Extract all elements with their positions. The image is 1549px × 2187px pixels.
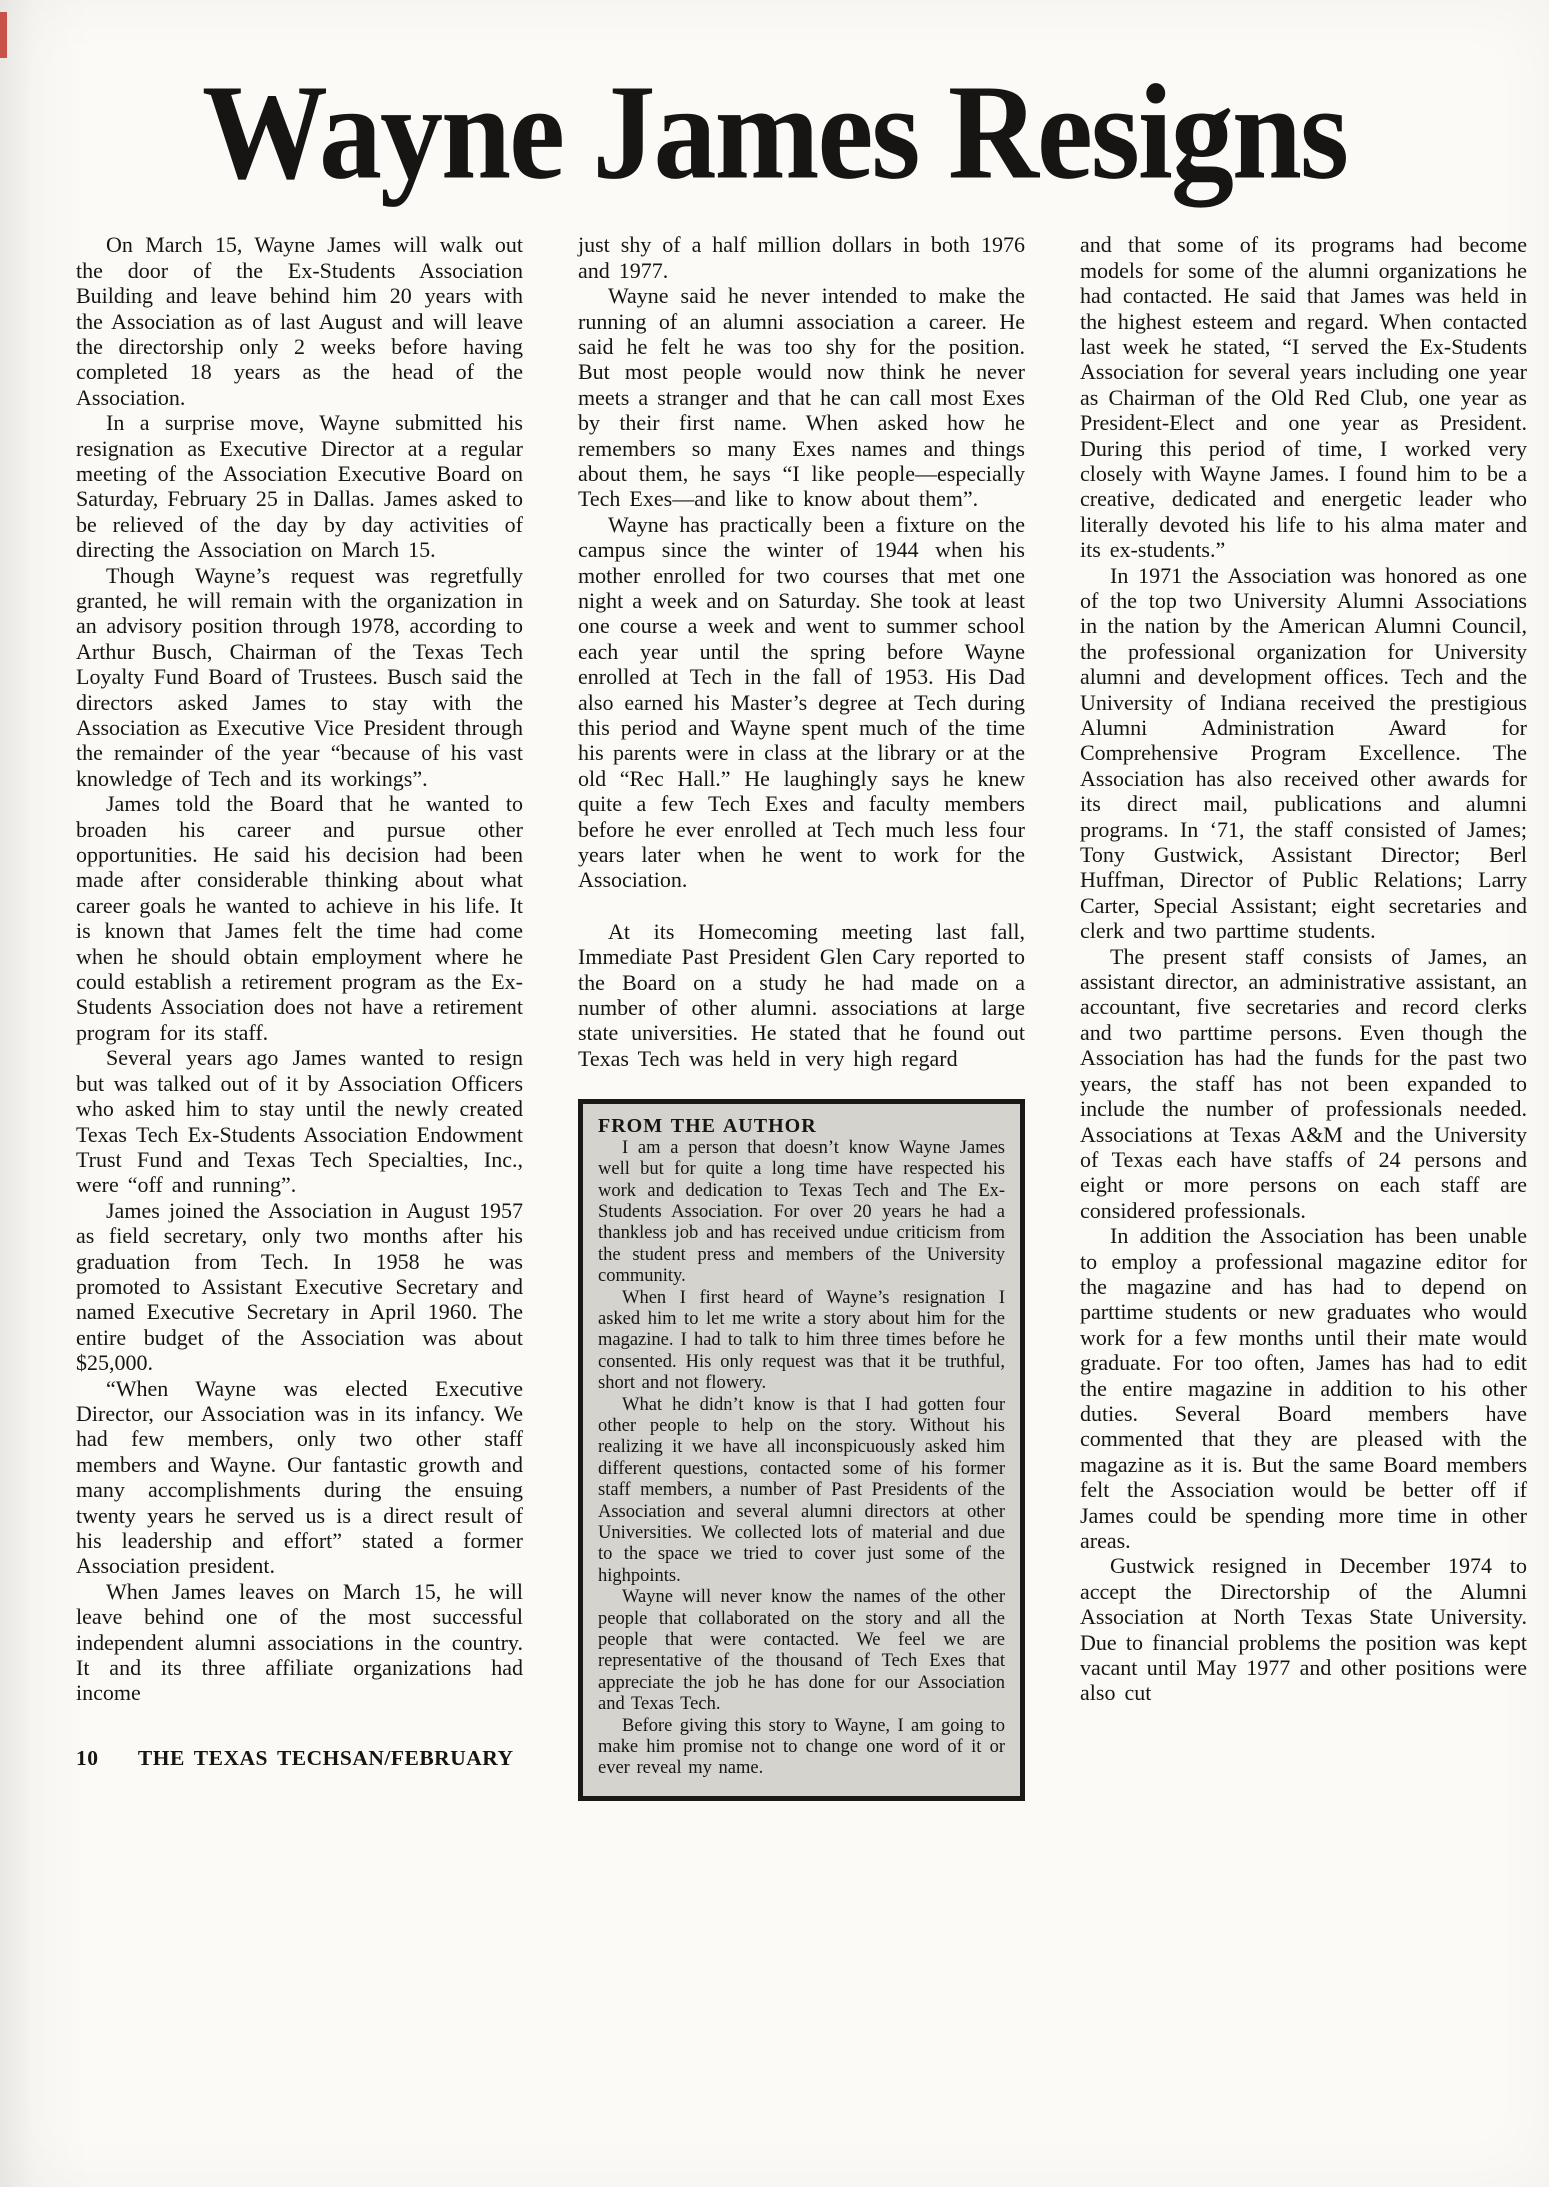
article-title: Wayne James Resigns [201,57,1348,208]
article-paragraph: In addition the Association has been unable to employ a professional magazine editor for the magazine and has had to depend on parttime students or new graduates who would work for a few months until their mate would graduate. For too often, James has had to edit the entire magazine in addition to his other duties. Several Board members have commented that they are pleased with the magazine as it is. But the same Board members felt the Association would be better off if James could be spending more time in other areas. [1080,1223,1527,1554]
from-the-author-box [578,1099,1025,1801]
article-paragraph: When James leaves on March 15, he will leave behind one of the most successful independent alumni associations in the country. It and its three affiliate organizations had income [76,1578,523,1706]
red-edge-mark [0,12,7,58]
article-paragraph: James joined the Association in August 1957 as field secretary, only two months after his graduation from Tech. In 1958 he was promoted to Assistant Executive Secretary and named Executive Secretary in April 1960. The entire budget of the Association was about $25,000. [76,1197,523,1376]
author-box-paragraph: Before giving this story to Wayne, I am going to make him promise not to change one word of it or ever reveal my name. [598,1715,1005,1779]
article-paragraph: just shy of a half million dollars in both 1976 and 1977. [578,232,1025,283]
article-paragraph: In 1971 the Association was honored as one of the top two University Alumni Associations in the nation by the American Alumni Council, the professional organization for University alumni and development offices. Tech and the University of Indiana received the prestigious Alumni Administration Award for Comprehensive Program Excellence. The Association has also received other awards for its direct mail, publications and alumni programs. In ‘71, the staff consisted of James; Tony Gustwick, Assistant Director; Berl Huffman, Director of Public Relations; Larry Carter, Special Assistant; eight secretaries and clerk and two parttime students. [1080,562,1527,944]
article-paragraph: Several years ago James wanted to resign but was talked out of it by Association Officers who asked him to stay until the newly created Texas Tech Ex-Students Association Endowment Trust Fund and Texas Tech Specialties, Inc., were “off and running”. [76,1045,523,1198]
article-paragraph: Gustwick resigned in December 1974 to accept the Directorship of the Alumni Association at North Texas State University. Due to financial problems the position was kept vacant until May 1977 and other positions were also cut [1080,1553,1527,1706]
article-paragraph: The present staff consists of James, an assistant director, an administrative assistant, an accountant, five secretaries and record clerks and two parttime persons. Even though the Association has had the funds for the past two years, the staff has not been expanded to include the number of professionals needed. Associations at Texas A&M and the University of Texas each have staffs of 24 persons and eight or more persons on each staff are considered professionals. [1080,943,1527,1223]
page-footer [76,1746,523,1771]
article-paragraph: On March 15, Wayne James will walk out the door of the Ex-Students Association Building and leave behind him 20 years with the Association as of last August and will leave the directorship only 2 weeks before having completed 18 years as the head of the Association. [76,232,523,410]
page-number: 10 [76,1745,99,1770]
author-box-paragraph: When I first heard of Wayne’s resignation I asked him to let me write a story about him for the magazine. I had to talk to him three times before he consented. His only request was that it be truthful, short and not flowery. [598,1287,1005,1394]
article-columns [0,232,1549,1801]
author-box-title: FROM THE AUTHOR [598,1115,817,1138]
article-paragraph: Wayne has practically been a fixture on the campus since the winter of 1944 when his mother enrolled for two courses that met one night a week and on Saturday. She took at least one course a week and went to summer school each year until the spring before Wayne enrolled at Tech in the fall of 1953. His Dad also earned his Master’s degree at Tech during this period and Wayne spent much of the time his parents were in class at the library or at the old “Rec Hall.” He laughingly says he knew quite a few Tech Exes and faculty members before he ever enrolled at Tech much less four years later when he went to work for the Association. [578,511,1025,893]
article-paragraph: Wayne said he never intended to make the running of an alumni association a career. He said he felt he was too shy for the position. But most people would now think he never meets a stranger and that he can call most Exes by their first name. When asked how he remembers so many Exes names and things about them, he says “I like people—especially Tech Exes—and like to know about them”. [578,283,1025,512]
article-paragraph: “When Wayne was elected Executive Director, our Association was in its infancy. We had few members, only two other staff members and Wayne. Our fantastic growth and many accomplishments during the ensuing twenty years he served us is a direct result of his leadership and effort” stated a former Association president. [76,1375,523,1579]
column-1 [76,232,523,1801]
author-box-paragraph: What he didn’t know is that I had gotten four other people to help on the story. Without his realizing it we have all inconspicuously asked him different questions, contacted some of his former staff members, a number of Past Presidents of the Association and several alumni directors at other Universities. We collected lots of material and due to the space we tried to cover just some of the highpoints. [598,1394,1005,1586]
publication-name: THE TEXAS TECHSAN/FEBRUARY [137,1745,514,1770]
author-box-paragraph: I am a person that doesn’t know Wayne James well but for quite a long time have respected his work and dedication to Texas Tech and The Ex-Students Association. For over 20 years he had a thankless job and has received undue criticism from the student press and members of the University community. [598,1137,1005,1287]
column-3 [1080,232,1527,1801]
article-paragraph: At its Homecoming meeting last fall, Immediate Past President Glen Cary reported to the Board on a study he had made on a number of other alumni. associations at large state universities. He stated that he found out Texas Tech was held in very high regard [578,918,1025,1071]
article-paragraph: James told the Board that he wanted to broaden his career and pursue other opportunities. He said his decision had been made after considerable thinking about what career goals he wanted to achieve in his life. It is known that James felt the time had come when he should obtain employment where he could establish a retirement program as the Ex-Students Association does not have a retirement program for its staff. [76,791,523,1045]
article-paragraph: In a surprise move, Wayne submitted his resignation as Executive Director at a regular meeting of the Association Executive Board on Saturday, February 25 in Dallas. James asked to be relieved of the day by day activities of directing the Association on March 15. [76,410,523,563]
article-paragraph: and that some of its programs had become models for some of the alumni organizations he had contacted. He said that James was held in the highest esteem and regard. When contacted last week he stated, “I served the Ex-Students Association for several years including one year as Chairman of the Old Red Club, one year as President-Elect and one year as President. During this period of time, I worked very closely with Wayne James. I found him to be a creative, dedicated and energetic leader who literally devoted his life to his alma mater and its ex-students.” [1080,232,1527,563]
column-2 [578,232,1025,1801]
author-box-paragraph: Wayne will never know the names of the other people that collaborated on the story and all the people that were contacted. We feel we are representative of the thousand of Tech Exes that appreciate the job he has done for our Association and Texas Tech. [598,1587,1005,1715]
article-paragraph: Though Wayne’s request was regretfully granted, he will remain with the organization in an advisory position through 1978, according to Arthur Busch, Chairman of the Texas Tech Loyalty Fund Board of Trustees. Busch said the directors asked James to stay with the Association as Executive Vice President through the remainder of the year “because of his vast knowledge of Tech and its workings”. [76,562,523,791]
